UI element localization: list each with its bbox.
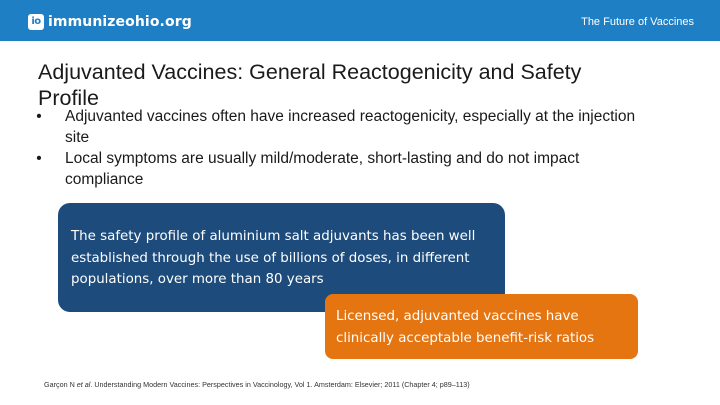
bullet-item bbox=[34, 148, 654, 190]
logo-text: immunizeohio.org bbox=[48, 14, 192, 30]
callout-benefit-risk-text: Licensed, adjuvanted vaccines have clinically acceptable benefit-risk ratios bbox=[336, 309, 595, 346]
callout-benefit-risk bbox=[325, 294, 638, 359]
citation-rest: . Understanding Modern Vaccines: Perspectives in Vaccinology, Vol 1. Amsterdam: Elsevier; 2011 (Chapter 4; p89–113) bbox=[90, 380, 470, 389]
logo bbox=[28, 13, 192, 31]
slide-title: Adjuvanted Vaccines: General Reactogenicity and Safety Profile bbox=[38, 60, 582, 111]
bullet-text: Local symptoms are usually mild/moderate, short-lasting and do not impact compliance bbox=[65, 150, 580, 188]
bullet-text: Adjuvanted vaccines often have increased reactogenicity, especially at the injection site bbox=[65, 108, 636, 146]
citation-etal: et al bbox=[76, 380, 91, 389]
bullet-item bbox=[34, 106, 654, 148]
bullet-dot: • bbox=[36, 150, 42, 167]
callout-aluminium-text: The safety profile of aluminium salt adjuvants has been well established through the use of billions of doses, in different populations, over more than 80 years bbox=[71, 229, 476, 287]
logo-mark-icon: io bbox=[28, 14, 44, 30]
header-title: The Future of Vaccines bbox=[581, 16, 694, 28]
citation-author: Garçon N bbox=[44, 380, 77, 389]
bullet-dot: • bbox=[36, 108, 42, 125]
header-bar bbox=[0, 0, 720, 41]
citation bbox=[44, 380, 644, 389]
bullet-list bbox=[34, 106, 654, 190]
